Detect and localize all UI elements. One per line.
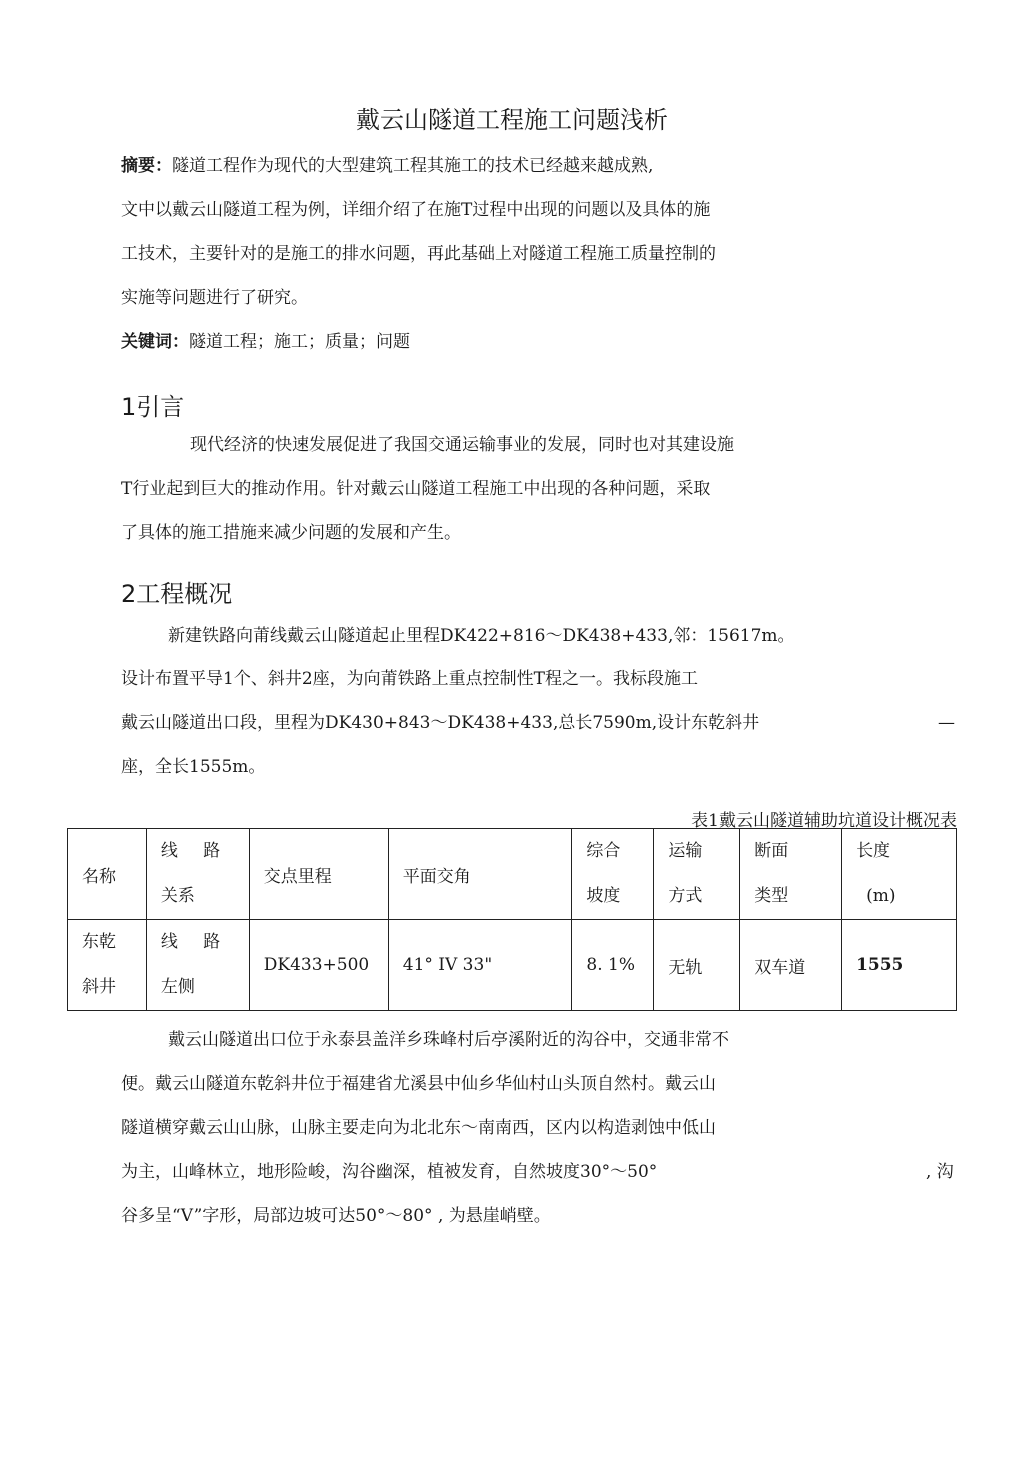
after-line-4-tail: , 沟 [926,1162,954,1182]
table-cell: 1555 [842,920,957,1011]
table-cell: 东乾 斜井 [68,920,147,1011]
abstract-line-3: 工技术，主要针对的是施工的排水问题，再此基础上对隧道工程施工质量控制的 [121,244,716,264]
tunnel-table [67,828,957,1011]
abstract-line-2: 文中以戴云山隧道工程为例，详细介绍了在施T过程中出现的问题以及具体的施 [121,200,711,220]
table-cell: 无轨 [654,920,740,1011]
keywords-label: 关键词： [121,332,189,352]
table-cell: 线 路 左侧 [146,920,249,1011]
keywords-line [121,332,410,352]
after-line-1: 戴云山隧道出口位于永泰县盖洋乡珠峰村后亭溪附近的沟谷中，交通非常不 [168,1030,729,1050]
after-line-3: 隧道横穿戴云山山脉，山脉主要走向为北北东～南南西，区内以构造剥蚀中低山 [121,1118,716,1138]
table-cell: 8. 1% [572,920,654,1011]
header-cell: 综合 坡度 [572,829,654,920]
table-cell: 41° IV 33" [388,920,572,1011]
page-title: 戴云山隧道工程施工问题浅析 [356,106,668,134]
table-row [68,920,957,1011]
after-line-5: 谷多呈“V”字形，局部边坡可达50°～80° , 为悬崖峭壁。 [121,1206,551,1226]
section2-line-4: 座，全长1555m。 [121,757,266,777]
header-cell: 断面 类型 [740,829,842,920]
keywords-text: 隧道工程；施工；质量；问题 [189,332,410,352]
section2-heading: 2工程概况 [121,580,233,608]
abstract-line-1 [121,156,653,176]
section1-line-1: 现代经济的快速发展促进了我国交通运输事业的发展，同时也对其建设施 [190,435,734,455]
table-cell: 双车道 [740,920,842,1011]
table-cell: DK433+500 [249,920,388,1011]
header-cell: 平面交角 [388,829,572,920]
header-cell: 交点里程 [249,829,388,920]
header-cell: 运输 方式 [654,829,740,920]
section2-line-2: 设计布置平导1个、斜井2座，为向莆铁路上重点控制性T程之一。我标段施工 [121,669,698,689]
table-header-row [68,829,957,920]
header-cell: 长度 (m) [842,829,957,920]
after-line-2: 便。戴云山隧道东乾斜井位于福建省尤溪县中仙乡华仙村山头顶自然村。戴云山 [121,1074,716,1094]
table-caption: 表1戴云山隧道辅助坑道设计概况表 [691,811,957,831]
abstract-line-4: 实施等问题进行了研究。 [121,288,308,308]
section1-line-2: T行业起到巨大的推动作用。针对戴云山隧道工程施工中出现的各种问题，采取 [121,479,711,499]
dash-mark: — [938,713,955,733]
abstract-label: 摘要： [121,156,172,176]
header-cell: 名称 [68,829,147,920]
header-cell: 线 路 关系 [146,829,249,920]
section2-line-1: 新建铁路向莆线戴云山隧道起止里程DK422+816～DK438+433,邻：15617m。 [168,626,795,646]
section1-line-3: 了具体的施工措施来减少问题的发展和产生。 [121,523,461,543]
section2-line-3: 戴云山隧道出口段，里程为DK430+843～DK438+433,总长7590m,设计东乾斜井 [121,713,760,733]
section1-heading: 1引言 [121,393,185,421]
abstract-text: 隧道工程作为现代的大型建筑工程其施工的技术已经越来越成熟, [172,156,654,176]
after-line-4: 为主，山峰林立，地形险峻，沟谷幽深，植被发育，自然坡度30°～50° [121,1162,658,1182]
